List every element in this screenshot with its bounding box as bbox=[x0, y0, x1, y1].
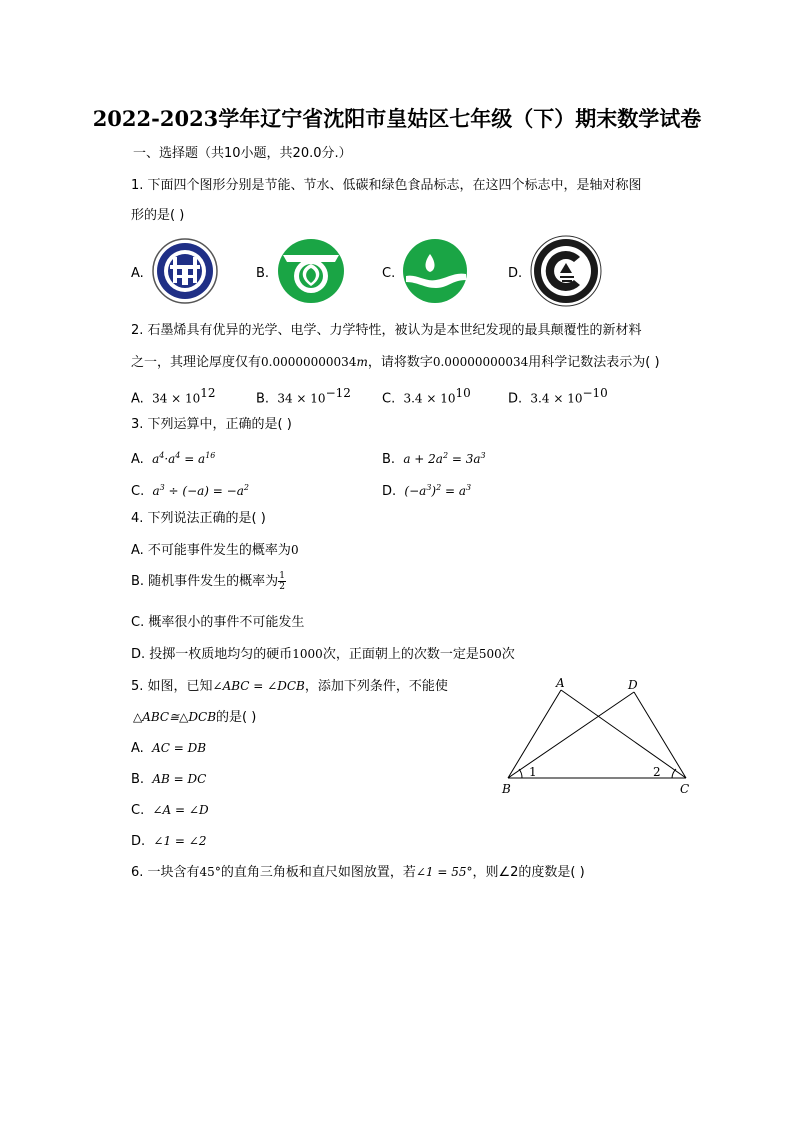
q4-option-a: A. 不可能事件发生的概率为0 bbox=[131, 543, 299, 558]
q2-option-a: A. $34 \times 10^{12}$ bbox=[131, 386, 216, 407]
segment-ac bbox=[561, 690, 686, 778]
q5-option-c: C. ∠A = ∠D bbox=[131, 803, 209, 818]
q2-option-c: C. $3.4 \times 10^{10}$ bbox=[382, 386, 471, 407]
q5-triangle-figure bbox=[495, 672, 705, 802]
q4-stem: 4. 下列说法正确的是( ) bbox=[131, 511, 266, 526]
angle-1-label: 1 bbox=[529, 765, 537, 779]
q1-stem-line1: 1. 下面四个图形分别是节能、节水、低碳和绿色食品标志，在这四个标志中，是轴对称图 bbox=[131, 178, 642, 193]
q3-option-d: D. $(-a^3)^2 = a^3$ bbox=[382, 483, 472, 499]
q1-option-c-label: C. bbox=[382, 266, 396, 281]
q1-option-a-label: A. bbox=[131, 266, 144, 281]
q6-stem: 6. 一块含有45°的直角三角板和直尺如图放置，若∠1 = 55°，则∠2的度数是( ) bbox=[131, 865, 585, 880]
q3-option-b: B. $a + 2a^2 = 3a^3$ bbox=[382, 451, 486, 467]
q3-option-c: C. $a^3 \div (-a) = -a^2$ bbox=[131, 483, 249, 499]
angle-2-arc bbox=[672, 769, 676, 778]
q3-stem: 3. 下列运算中，正确的是( ) bbox=[131, 417, 292, 432]
q4-option-c: C. 概率很小的事件不可能发生 bbox=[131, 615, 305, 630]
q2-option-d: D. $3.4 \times 10^{-10}$ bbox=[508, 386, 608, 407]
water-saving-logo-icon bbox=[277, 238, 345, 304]
q4-option-b: B. 随机事件发生的概率为 $\frac{1}{2}$ bbox=[131, 571, 285, 592]
q2-option-b: B. $34 \times 10^{-12}$ bbox=[256, 386, 351, 407]
energy-saving-logo-icon bbox=[151, 237, 219, 305]
q3-option-a: A. $a^4\cdot a^4 = a^{16}$ bbox=[131, 451, 216, 467]
point-a-label: A bbox=[556, 676, 565, 690]
page-title: 2022-2023学年辽宁省沈阳市皇姑区七年级（下）期末数学试卷 bbox=[92, 106, 702, 131]
angle-1-arc bbox=[519, 769, 522, 778]
point-c-label: C bbox=[680, 782, 690, 796]
q5-option-a: A. AC = DB bbox=[131, 741, 207, 756]
q5-stem-line1: 5. 如图，已知∠ABC = ∠DCB，添加下列条件，不能使 bbox=[131, 679, 448, 694]
point-d-label: D bbox=[628, 678, 638, 692]
q1-option-b-label: B. bbox=[256, 266, 270, 281]
section-heading: 一、选择题（共10小题，共20.0分.） bbox=[133, 146, 352, 161]
q2-stem-line1: 2. 石墨烯具有优异的光学、电学、力学特性，被认为是本世纪发现的最具颠覆性的新材料 bbox=[131, 323, 642, 338]
q5-option-b: B. AB = DC bbox=[131, 772, 207, 787]
q5-stem-line2: △ABC≅△DCB的是( ) bbox=[133, 710, 257, 725]
q5-option-d: D. ∠1 = ∠2 bbox=[131, 834, 207, 849]
q1-stem-line2: 形的是( ) bbox=[131, 208, 185, 223]
green-food-logo-icon bbox=[530, 235, 602, 307]
segment-bd bbox=[508, 692, 634, 778]
angle-2-label: 2 bbox=[653, 765, 661, 779]
low-carbon-logo-icon bbox=[402, 238, 468, 304]
q2-stem-line2: 之一，其理论厚度仅有0.00000000034m，请将数字0.00000000034用科学记数法表示为( ) bbox=[131, 355, 660, 370]
point-b-label: B bbox=[502, 782, 511, 796]
q1-option-d-label: D. bbox=[508, 266, 523, 281]
q4-option-d: D. 投掷一枚质地均匀的硬币1000次，正面朝上的次数一定是500次 bbox=[131, 647, 515, 662]
